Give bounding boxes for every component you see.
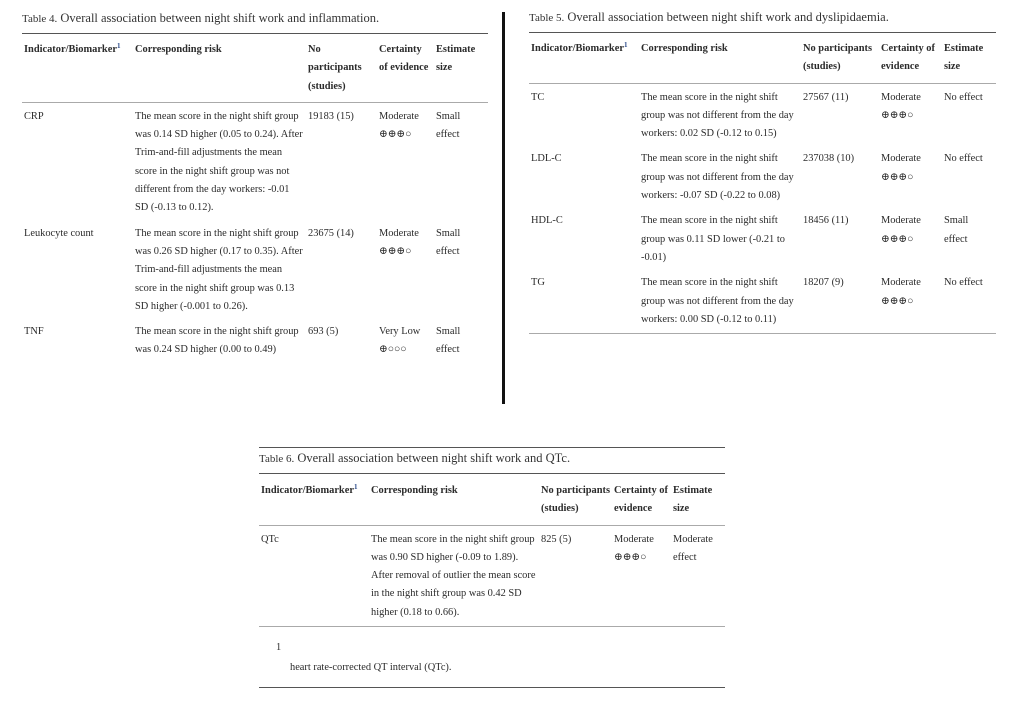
- cell-participants: 23675 (14): [308, 227, 354, 239]
- cell-indicator: CRP: [24, 110, 44, 122]
- table-4-grid: [22, 39, 488, 360]
- table-5-header-row: [529, 38, 996, 83]
- cell-estimate: No effect: [944, 277, 983, 289]
- col-header-participants: No participants (studies): [308, 44, 362, 92]
- cell-estimate: No effect: [944, 153, 983, 165]
- cell-participants: 18207 (9): [803, 277, 844, 289]
- cell-estimate: Small effect: [436, 227, 461, 257]
- cell-participants: 18456 (11): [803, 215, 849, 227]
- table-6-top-rule: [259, 447, 725, 448]
- table-5-label: Table 5.: [529, 12, 565, 24]
- cell-risk: The mean score in the night shift group was 0.14 SD higher (0.05 to 0.24). After Trim-and-fill adjustments the mean score in the night shift group was not different from the day workers: -0.01 SD (-0.13 to 0.12).: [135, 110, 303, 214]
- table-row: [22, 316, 488, 360]
- cell-indicator: LDL-C: [531, 153, 562, 165]
- table-5-bottom-rule: [529, 333, 996, 334]
- table-row: [22, 218, 488, 316]
- certainty-text: Moderate: [881, 215, 921, 227]
- footnote-text: heart rate-corrected QT interval (QTc).: [290, 662, 452, 674]
- col-header-indicator: Indicator/Biomarker$^1$: [531, 41, 628, 54]
- table-6-header-row: [259, 480, 725, 525]
- certainty-symbols: ⊕○○○: [379, 344, 407, 356]
- table-4: [22, 10, 488, 360]
- cell-estimate: No effect: [944, 91, 983, 103]
- footnote-ref: 1: [116, 42, 121, 50]
- table-4-header-row: [22, 39, 488, 102]
- column-divider: [502, 12, 505, 404]
- cell-certainty: [612, 525, 671, 622]
- table-6-bottom-rule: [259, 687, 725, 688]
- certainty-text: Very Low: [379, 326, 421, 338]
- footnote-ref: 1: [623, 41, 628, 49]
- table-row: [529, 143, 996, 205]
- cell-participants: 19183 (15): [308, 110, 354, 122]
- table-row: [529, 83, 996, 143]
- table-row: [529, 267, 996, 329]
- table-5-title: Overall association between night shift work and dyslipidaemia.: [567, 10, 889, 24]
- cell-estimate: Moderate effect: [673, 533, 713, 563]
- cell-estimate: Small effect: [436, 110, 461, 141]
- cell-participants: 237038 (10): [803, 153, 855, 165]
- certainty-text: Moderate: [881, 91, 921, 103]
- footnote-ref: 1: [353, 483, 358, 491]
- cell-certainty: [879, 143, 942, 205]
- certainty-text: Moderate: [881, 277, 921, 289]
- table-4-caption: [22, 10, 488, 27]
- table-6-grid: [259, 480, 725, 622]
- cell-certainty: [377, 316, 434, 360]
- certainty-symbols: ⊕⊕⊕○: [379, 245, 412, 257]
- cell-indicator: TNF: [24, 326, 44, 338]
- certainty-text: Moderate: [614, 533, 654, 545]
- certainty-text: Moderate: [881, 153, 921, 165]
- cell-indicator: TG: [531, 277, 545, 289]
- table-5: [529, 9, 996, 334]
- table-4-top-rule: [22, 33, 488, 34]
- table-row: [529, 205, 996, 267]
- col-header-certainty: Certainty of evidence: [881, 43, 935, 73]
- certainty-symbols: ⊕⊕⊕○: [881, 295, 914, 307]
- cell-estimate: Small effect: [436, 326, 461, 356]
- cell-participants: 825 (5): [541, 533, 572, 545]
- cell-risk: The mean score in the night shift group was 0.26 SD higher (0.17 to 0.35). After Trim-and-fill adjustments the mean score in the night shift group was 0.13 SD higher (-0.001 to 0.26).: [135, 227, 303, 312]
- cell-risk: The mean score in the night shift group was not different from the day workers: 0.02 SD (-0.12 to 0.15): [641, 91, 794, 140]
- table-6-title: Overall association between night shift work and QTc.: [297, 451, 571, 465]
- cell-risk: The mean score in the night shift group was 0.90 SD higher (-0.09 to 1.89). After removal of outlier the mean score in the night shift group was 0.42 SD higher (0.18 to 0.66).: [371, 533, 536, 618]
- table-4-title: Overall association between night shift work and inflammation.: [60, 11, 380, 25]
- certainty-symbols: ⊕⊕⊕○: [881, 171, 914, 183]
- certainty-text: Moderate: [379, 110, 419, 122]
- col-header-estimate: Estimate size: [944, 43, 984, 73]
- table-6: [259, 447, 725, 688]
- col-header-risk: Corresponding risk: [135, 44, 222, 55]
- col-header-risk: Corresponding risk: [641, 43, 728, 54]
- cell-indicator: HDL-C: [531, 215, 563, 227]
- cell-estimate: Small effect: [944, 215, 969, 245]
- cell-participants: 693 (5): [308, 326, 339, 338]
- table-5-caption: [529, 9, 996, 26]
- col-header-certainty: Certainty of evidence: [379, 44, 429, 74]
- certainty-symbols: ⊕⊕⊕○: [379, 129, 412, 141]
- cell-certainty: [879, 83, 942, 143]
- certainty-text: Moderate: [379, 227, 419, 239]
- table-6-caption: [259, 450, 725, 467]
- table-5-grid: [529, 38, 996, 329]
- col-header-certainty: Certainty of evidence: [614, 485, 668, 515]
- table-row: [259, 525, 725, 622]
- cell-indicator: QTc: [261, 533, 279, 545]
- cell-certainty: [879, 205, 942, 267]
- col-header-participants: No participants (studies): [541, 485, 610, 515]
- cell-indicator: TC: [531, 91, 545, 103]
- cell-risk: The mean score in the night shift group was 0.24 SD higher (0.00 to 0.49): [135, 326, 299, 356]
- table-6-body-rule: [259, 626, 725, 627]
- cell-participants: 27567 (11): [803, 91, 849, 103]
- table-6-label: Table 6.: [259, 453, 295, 465]
- cell-risk: The mean score in the night shift group was not different from the day workers: -0.07 SD (-0.22 to 0.08): [641, 153, 794, 202]
- cell-risk: The mean score in the night shift group was 0.11 SD lower (-0.21 to -0.01): [641, 215, 785, 263]
- table-row: [22, 102, 488, 217]
- cell-indicator: Leukocyte count: [24, 227, 94, 239]
- col-header-estimate: Estimate size: [673, 485, 713, 515]
- table-6-footnote: [259, 639, 725, 677]
- table-5-top-rule: [529, 32, 996, 33]
- col-header-indicator: Indicator/Biomarker$^1$: [261, 483, 358, 496]
- col-header-risk: Corresponding risk: [371, 485, 458, 496]
- cell-certainty: [377, 218, 434, 316]
- footnote-mark: 1: [276, 642, 282, 654]
- table-6-caption-rule: [259, 473, 725, 474]
- cell-certainty: [879, 267, 942, 329]
- col-header-estimate: Estimate size: [436, 44, 476, 74]
- cell-certainty: [377, 102, 434, 217]
- certainty-symbols: ⊕⊕⊕○: [881, 233, 914, 245]
- col-header-indicator: Indicator/Biomarker$^1$: [24, 42, 121, 55]
- cell-risk: The mean score in the night shift group was not different from the day workers: 0.00 SD (-0.12 to 0.11): [641, 277, 794, 325]
- col-header-participants: No participants (studies): [803, 43, 872, 73]
- certainty-symbols: ⊕⊕⊕○: [614, 551, 647, 563]
- certainty-symbols: ⊕⊕⊕○: [881, 109, 914, 121]
- table-4-label: Table 4.: [22, 13, 58, 25]
